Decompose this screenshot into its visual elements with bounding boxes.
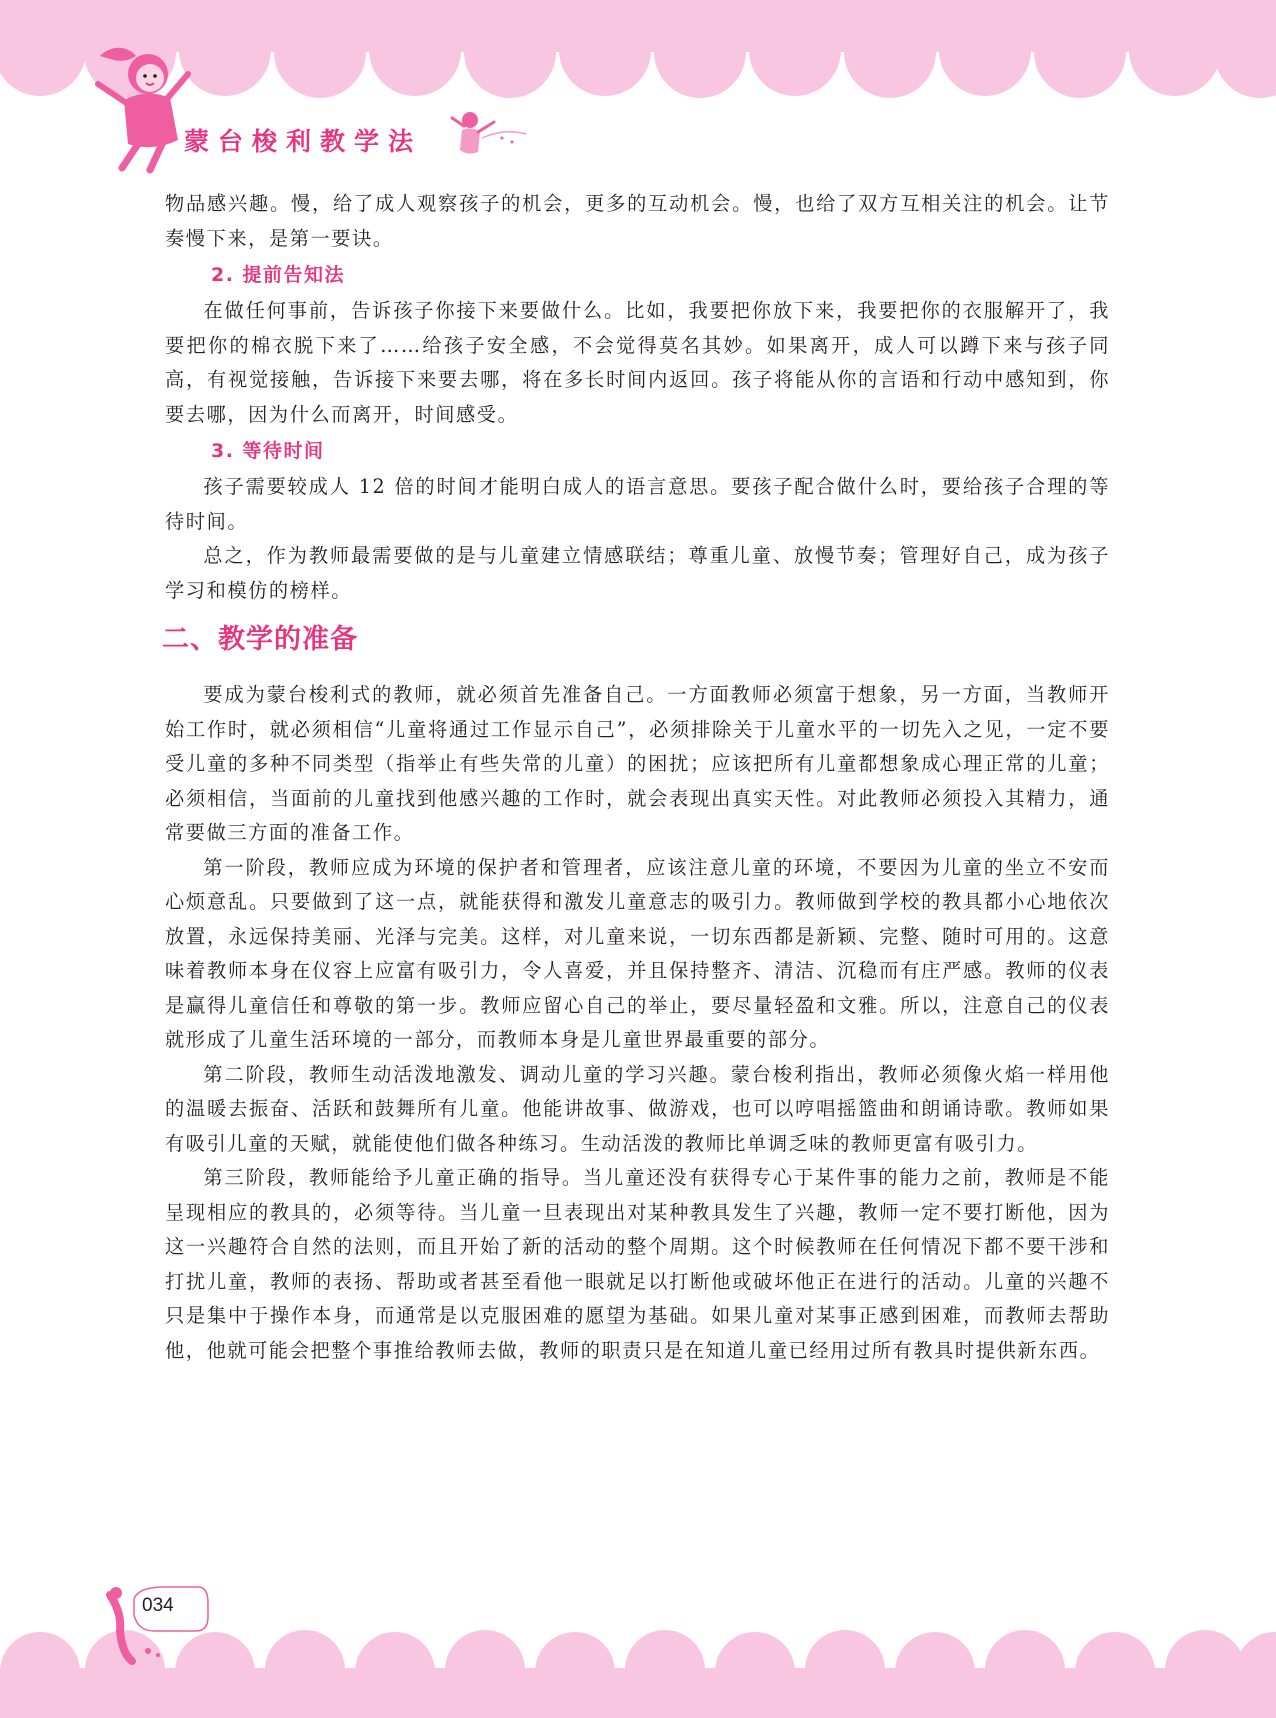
paragraph-stage-two: 第二阶段，教师生动活泼地激发、调动儿童的学习兴趣。蒙台梭利指出，教师必须像火焰一样用他的温暖去振奋、活跃和鼓舞所有儿童。他能讲故事、做游戏，也可以哼唱摇篮曲和朗诵诗歌。教师如果有吸引儿童的天赋，就能使他们做各种练习。生动活泼的教师比单调乏味的教师更富有吸引力。 bbox=[165, 1062, 1110, 1155]
fairy-illustration-icon bbox=[442, 98, 532, 168]
paragraph-waiting-time: 孩子需要较成人 12 倍的时间才能明白成人的语言意思。要孩子配合做什么时，要给孩子合理的等待时间。 bbox=[165, 475, 1110, 533]
paragraph-teacher-preparation: 要成为蒙台梭利式的教师，就必须首先准备自己。一方面教师必须富于想象，另一方面，当教师开始工作时，就必须相信“儿童将通过工作显示自己”，必须排除关于儿童水平的一切先入之见，一定不要受儿童的多种不同类型（指举止有些失常的儿童）的困扰；应该把所有儿童都想象成心理正常的儿童；必须相信，当面前的儿童找到他感兴趣的工作时，就会表现出真实天性。对此教师必须投入其精力，通常要做三方面的准备工作。 bbox=[165, 683, 1110, 844]
paragraph-summary: 总之，作为教师最需要做的是与儿童建立情感联结；尊重儿童、放慢节奏；管理好自己，成为孩子学习和模仿的榜样。 bbox=[165, 544, 1110, 602]
book-title: 蒙台梭利教学法 bbox=[184, 127, 423, 156]
subheading-waiting-time: 3. 等待时间 bbox=[211, 440, 325, 462]
subheading-advance-notice: 2. 提前告知法 bbox=[211, 264, 346, 286]
paragraph-intro: 物品感兴趣。慢，给了成人观察孩子的机会，更多的互动机会。慢，也给了双方互相关注的机会。让节奏慢下来，是第一要诀。 bbox=[165, 192, 1110, 250]
page-number: 034 bbox=[142, 1595, 174, 1616]
page-content bbox=[162, 187, 1110, 1368]
paragraph-stage-one: 第一阶段，教师应成为环境的保护者和管理者，应该注意儿童的环境，不要因为儿童的坐立不安而心烦意乱。只要做到了这一点，就能获得和激发儿童意志的吸引力。教师做到学校的教具都小心地依次放置，永远保持美丽、光泽与完美。这样，对儿童来说，一切东西都是新颖、完整、随时可用的。这意味着教师本身在仪容上应富有吸引力，令人喜爱，并且保持整齐、清洁、沉稳而有庄严感。教师的仪表是赢得儿童信任和尊敬的第一步。教师应留心自己的举止，要尽量轻盈和文雅。所以，注意自己的仪表就形成了儿童生活环境的一部分，而教师本身是儿童世界最重要的部分。 bbox=[165, 855, 1110, 1051]
paragraph-advance-notice: 在做任何事前，告诉孩子你接下来要做什么。比如，我要把你放下来，我要把你的衣服解开了，我要把你的棉衣脱下来了……给孩子安全感，不会觉得莫名其妙。如果离开，成人可以蹲下来与孩子同高，有视觉接触，告诉接下来要去哪，将在多长时间内返回。孩子将能从你的言语和行动中感知到，你要去哪，因为什么而离开，时间感受。 bbox=[165, 299, 1110, 426]
paragraph-stage-three: 第三阶段，教师能给予儿童正确的指导。当儿童还没有获得专心于某件事的能力之前，教师是不能呈现相应的教具的，必须等待。当儿童一旦表现出对某种教具发生了兴趣，教师一定不要打断他，因为这一兴趣符合自然的法则，而且开始了新的活动的整个周期。这个时候教师在任何情况下都不要干涉和打扰儿童，教师的表扬、帮助或者甚至看他一眼就足以打断他或破坏他正在进行的活动。儿童的兴趣不只是集中于操作本身，而通常是以克服困难的愿望为基础。如果儿童对某事正感到困难，而教师去帮助他，他就可能会把整个事推给教师去做，教师的职责只是在知道儿童已经用过所有教具时提供新东西。 bbox=[165, 1166, 1110, 1362]
section-title: 二、教学的准备 bbox=[162, 624, 358, 655]
